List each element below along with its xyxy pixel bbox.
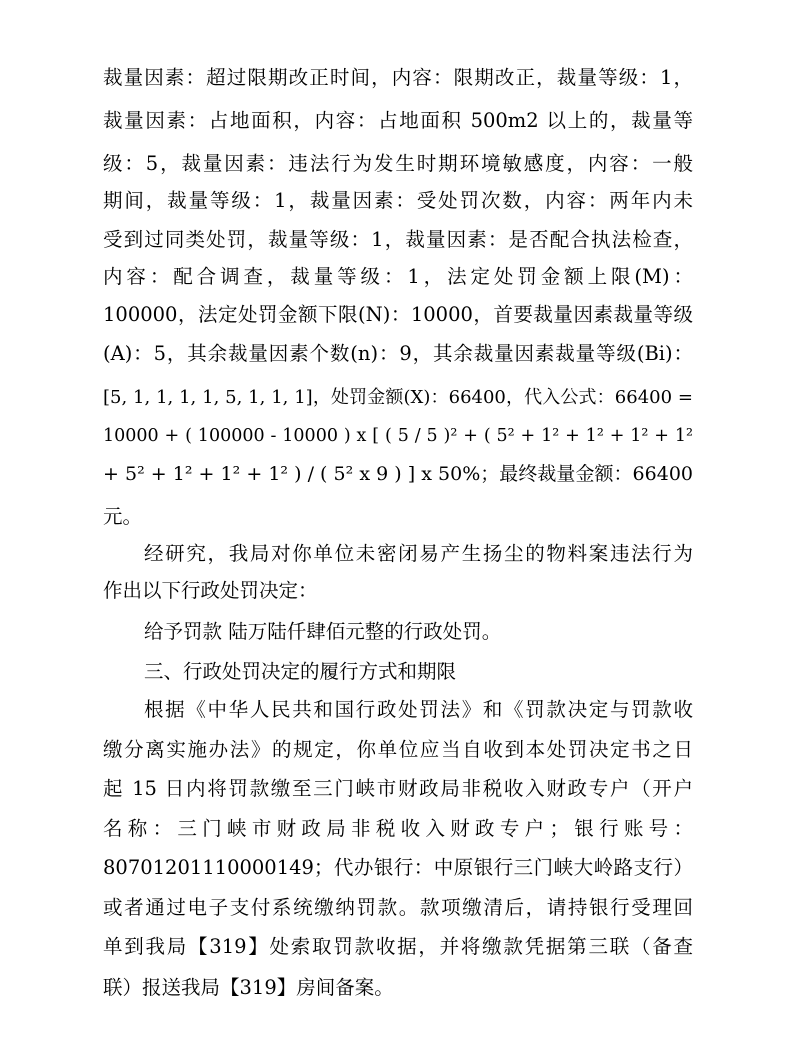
text-line: 联）报送我局【319】房间备案。 <box>103 976 394 999</box>
text-line: 内容：配合调查，裁量等级：1，法定处罚金额上限(M)： <box>103 265 693 288</box>
text-line: 名称：三门峡市财政局非税收入财政专户；银行账号： <box>103 817 693 840</box>
section-heading: 三、行政处罚决定的履行方式和期限 <box>144 660 457 683</box>
text-line: 级：5，裁量因素：违法行为发生时期环境敏感度，内容：一般 <box>103 152 693 175</box>
text-line: (A)：5，其余裁量因素个数(n)：9，其余裁量因素裁量等级(Bi)： <box>103 342 693 365</box>
formula-line: 10000 + ( 100000 - 10000 ) x [ ( 5 / 5 )² + ( 5² + 1² + 1² + 1² + 1² <box>103 426 693 446</box>
penalty-decision: 给予罚款 陆万陆仟肆佰元整的行政处罚。 <box>144 620 502 643</box>
text-line: 缴分离实施办法》的规定，你单位应当自收到本处罚决定书之日 <box>103 738 693 761</box>
text-line: 100000，法定处罚金额下限(N)：10000，首要裁量因素裁量等级 <box>103 303 693 326</box>
text-line: [5, 1, 1, 1, 1, 5, 1, 1, 1]，处罚金额(X)：66400，代入公式：66400 = <box>103 387 693 408</box>
formula-line: + 5² + 1² + 1² + 1² ) / ( 5² x 9 ) ] x 50%；最终裁量金额：66400 <box>103 463 693 485</box>
text-line: 期间，裁量等级：1，裁量因素：受处罚次数，内容：两年内未 <box>103 189 693 212</box>
text-line: 或者通过电子支付系统缴纳罚款。款项缴清后，请持银行受理回 <box>103 896 693 919</box>
text-line: 80701201110000149；代办银行：中原银行三门峡大岭路支行） <box>103 856 693 879</box>
text-line: 单到我局【319】处索取罚款收据，并将缴款凭据第三联（备查 <box>103 935 693 958</box>
paragraph-line: 根据《中华人民共和国行政处罚法》和《罚款决定与罚款收 <box>144 698 693 721</box>
paragraph-line: 经研究，我局对你单位未密闭易产生扬尘的物料案违法行为 <box>144 542 693 565</box>
text-line: 裁量因素：占地面积，内容：占地面积 500m2 以上的，裁量等 <box>103 109 693 132</box>
text-line: 受到过同类处罚，裁量等级：1，裁量因素：是否配合执法检查， <box>103 228 693 251</box>
text-line: 元。 <box>103 505 143 528</box>
text-line: 起 15 日内将罚款缴至三门峡市财政局非税收入财政专户（开户 <box>103 777 693 800</box>
text-line: 作出以下行政处罚决定： <box>103 579 318 602</box>
text-line: 裁量因素：超过限期改正时间，内容：限期改正，裁量等级：1， <box>103 66 693 89</box>
